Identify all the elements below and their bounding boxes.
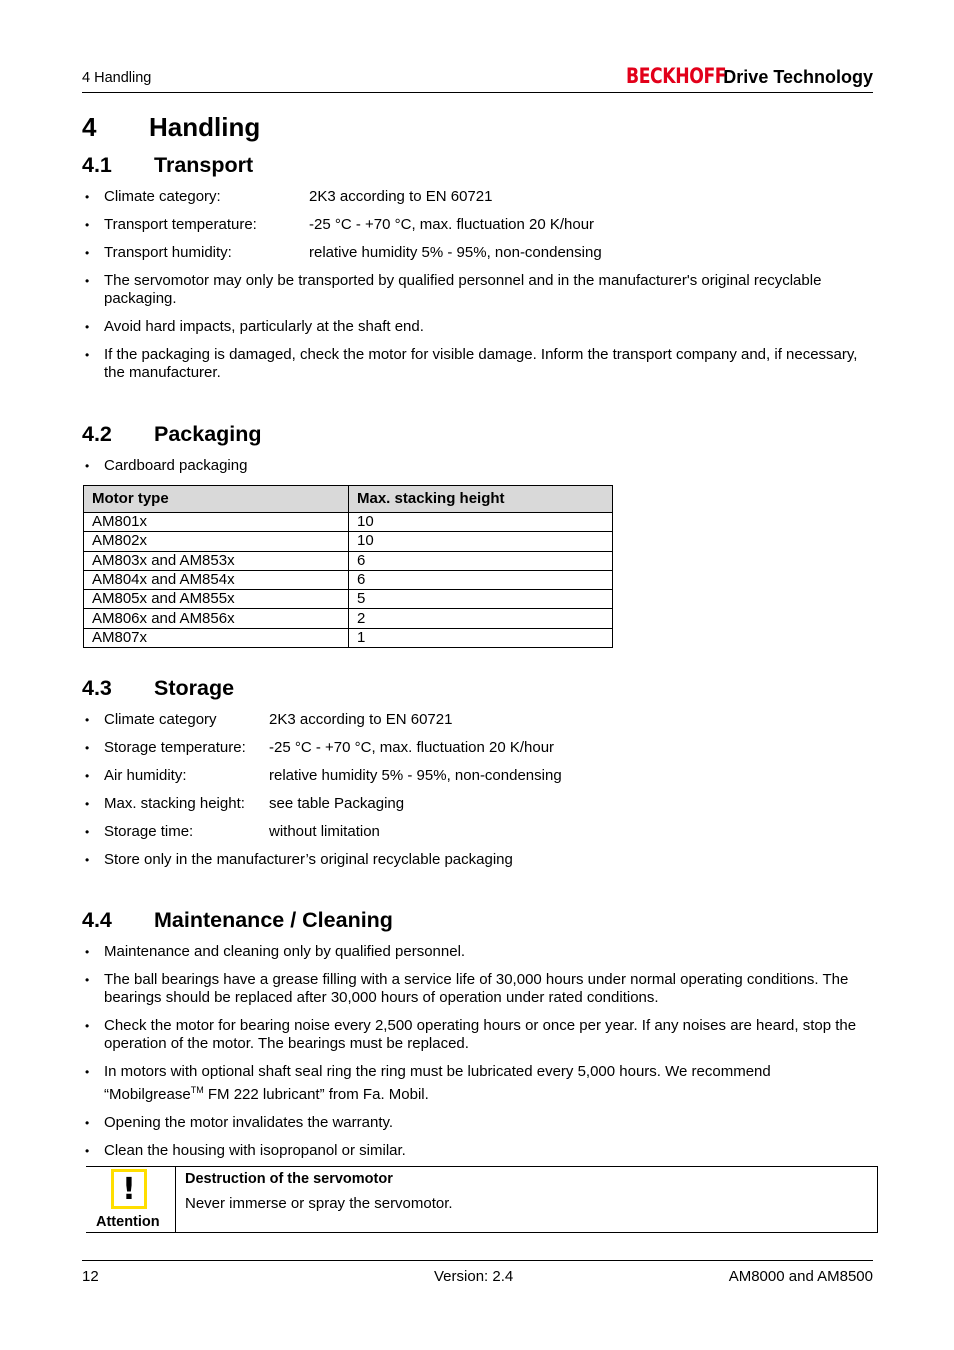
attention-text: Never immerse or spray the servomotor. (185, 1195, 453, 1212)
header-section: 4 Handling (82, 70, 152, 86)
attention-label: Attention (96, 1214, 160, 1230)
list-item: • If the packaging is damaged, check the motor for visible damage. Inform the transport company and, if necessary, the manufacturer. (82, 346, 874, 382)
list-item: • The servomotor may only be transported by qualified personnel and in the manufacturer's original recyclable packaging. (82, 272, 874, 308)
list-item: • Store only in the manufacturer’s original recyclable packaging (82, 851, 874, 869)
stacking-table (83, 485, 613, 648)
column-header: Motor type (84, 486, 349, 513)
packaging-list (82, 457, 874, 485)
footer-version: Version: 2.4 (434, 1268, 514, 1285)
list-item: • Maintenance and cleaning only by qualified personnel. (82, 943, 874, 961)
attention-title: Destruction of the servomotor (185, 1171, 393, 1187)
table-header-row (84, 486, 613, 513)
list-item: • Cardboard packaging (82, 457, 874, 475)
storage-list (82, 711, 874, 879)
section-heading-storage: 4.3 Storage (82, 676, 235, 700)
page-header (82, 60, 873, 93)
brand-suffix: Drive Technology (723, 67, 873, 87)
table-row: AM807x 1 (84, 628, 613, 647)
list-item: • Storage temperature: -25 °C - +70 °C, max. fluctuation 20 K/hour (82, 739, 874, 757)
table-row: AM801x 10 (84, 513, 613, 532)
page-footer (82, 1260, 873, 1285)
table-row: AM804x and AM854x 6 (84, 570, 613, 589)
section-heading-transport: 4.1 Transport (82, 153, 254, 177)
exclamation-warning-icon: ! (111, 1169, 147, 1209)
list-item: • Transport temperature: -25 °C - +70 °C, max. fluctuation 20 K/hour (82, 216, 874, 234)
section-heading-maintenance: 4.4 Maintenance / Cleaning (82, 908, 393, 932)
maintenance-list (82, 943, 874, 1170)
transport-list (82, 188, 874, 392)
list-item: • Air humidity: relative humidity 5% - 95%, non-condensing (82, 767, 874, 785)
column-header: Max. stacking height (349, 486, 613, 513)
table-row: AM803x and AM853x 6 (84, 551, 613, 570)
footer-product: AM8000 and AM8500 (728, 1268, 873, 1285)
chapter-heading: 4 Handling (82, 112, 261, 142)
list-item: • Climate category: 2K3 according to EN 60721 (82, 188, 874, 206)
beckhoff-logo: BECKHOFF (626, 64, 727, 88)
table-row: AM806x and AM856x 2 (84, 609, 613, 628)
attention-box (86, 1166, 878, 1233)
attention-icon-cell (86, 1167, 176, 1232)
list-item: • Climate category 2K3 according to EN 60721 (82, 711, 874, 729)
table-row: AM805x and AM855x 5 (84, 590, 613, 609)
page-number: 12 (82, 1268, 99, 1285)
list-item: • The ball bearings have a grease filling with a service life of 30,000 hours under normal operating conditions. The bearings should be replaced after 30,000 hours of operation under rated conditions. (82, 971, 874, 1007)
list-item: • Max. stacking height: see table Packaging (82, 795, 874, 813)
list-item: • Opening the motor invalidates the warranty. (82, 1114, 874, 1132)
list-item: • In motors with optional shaft seal ring the ring must be lubricated every 5,000 hours. We recommend “Mobilgrease™ FM 222 lubricant” from Fa. Mobil. (82, 1063, 874, 1104)
list-item: • Transport humidity: relative humidity 5% - 95%, non-condensing (82, 244, 874, 262)
header-brand (604, 64, 873, 88)
section-heading-packaging: 4.2 Packaging (82, 422, 262, 446)
table-row: AM802x 10 (84, 532, 613, 551)
list-item: • Storage time: without limitation (82, 823, 874, 841)
list-item: • Clean the housing with isopropanol or similar. (82, 1142, 874, 1160)
list-item: • Check the motor for bearing noise every 2,500 operating hours or once per year. If any noises are heard, stop the operation of the motor. The bearings must be replaced. (82, 1017, 874, 1053)
list-item: • Avoid hard impacts, particularly at the shaft end. (82, 318, 874, 336)
